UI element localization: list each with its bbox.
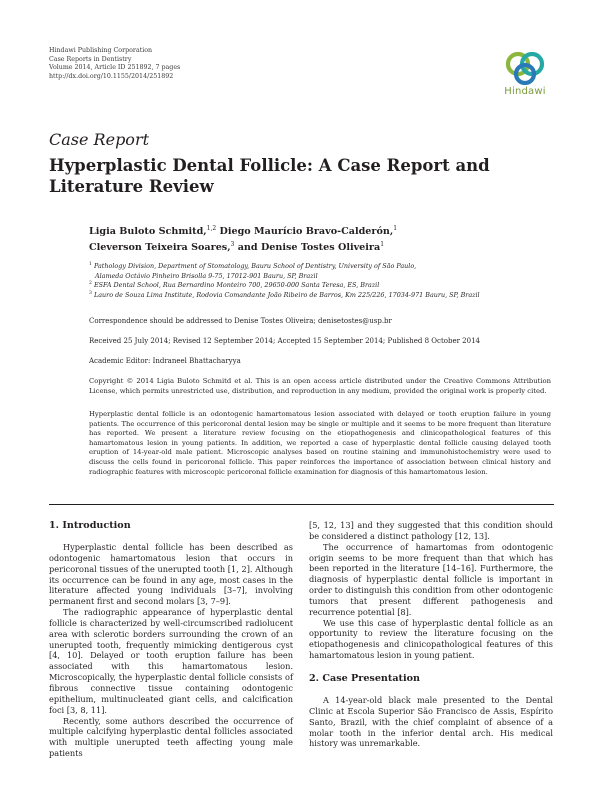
author-line	[89, 224, 519, 240]
affiliation	[89, 281, 529, 291]
correspondence-line: Correspondence should be addressed to Denise Tostes Oliveira; denisetostes@usp.br	[89, 317, 392, 325]
left-column	[49, 520, 293, 759]
volume-line: Volume 2014, Article ID 251892, 7 pages	[49, 64, 181, 72]
paragraph: Recently, some authors described the occurrence of multiple calcifying hyperplastic dental follicles associated with multiple unerupted teeth affecting young male patients	[49, 715, 293, 759]
author-list	[89, 224, 519, 255]
affiliation-number: 3	[89, 290, 92, 296]
academic-editor-line: Academic Editor: Indraneel Bhattacharyya	[89, 357, 241, 365]
author-name[interactable]: Cleverson Teixeira Soares,	[89, 241, 231, 253]
journal-header	[49, 47, 180, 81]
affiliation-text: Pathology Division, Department of Stomatology, Bauru School of Dentistry, University of São Paulo,	[93, 262, 417, 270]
title-line: Hyperplastic Dental Follicle: A Case Report and	[49, 156, 490, 175]
hindawi-logo-icon	[504, 50, 546, 86]
right-column	[309, 520, 553, 749]
hindawi-logo[interactable]	[496, 50, 554, 97]
author-name[interactable]: Diego Maurício Bravo-Calderón,	[216, 226, 394, 237]
affiliations	[89, 262, 529, 300]
publisher-line: Hindawi Publishing Corporation	[49, 47, 153, 54]
affiliation	[89, 291, 529, 301]
copyright-notice: Copyright © 2014 Ligia Buloto Schmitd et al. This is an open access article distributed under the Creative Commons Attribution License, which permits unrestricted use, distribution, and reproduction in any medium, provided the original work is properly cited.	[89, 377, 551, 395]
affiliation-text: ESFA Dental School, Rua Bernardino Monteiro 700, 29650-000 Santa Teresa, ES, Brazil	[93, 281, 380, 290]
author-name[interactable]: Ligia Buloto Schmitd,	[89, 226, 207, 237]
doi-link[interactable]: http://dx.doi.org/10.1155/2014/251892	[49, 72, 174, 80]
journal-name: Case Reports in Dentistry	[49, 55, 132, 63]
affiliation-number: 1	[89, 262, 92, 267]
paragraph: Hyperplastic dental follicle has been described as odontogenic hamartomatous lesion that occurs in pericoronal tissues of the unerupted tooth [1, 2]. Although its occurrence can be found in any age, most cases in the literature affected young individuals [3–7], involving permanent first and second molars [3, 7–9].	[49, 542, 293, 607]
article-type: Case Report	[49, 130, 150, 149]
affiliation-continuation: Alameda Octávio Pinheiro Brisolla 9-75, 17012-901 Bauru, SP, Brazil	[95, 271, 318, 280]
logo-wordmark: Hindawi	[504, 86, 546, 97]
section-heading-case-presentation: 2. Case Presentation	[309, 672, 421, 684]
paragraph: A 14-year-old black male presented to the Dental Clinic at Escola Superior São Francisco de Assis, Espírito Santo, Brazil, with the chief complaint of absence of a molar tooth in the inferior dental arch. His medical history was unremarkable.	[309, 694, 553, 749]
affiliation	[89, 262, 529, 272]
author-affiliation-mark: 1,2	[206, 225, 217, 232]
paragraph: The radiographic appearance of hyperplastic dental follicle is characterized by well-circumscribed radiolucent area with sclerotic borders surrounding the crown of an unerupted tooth, frequently mimicking dentigerous cyst [4, 10]. Delayed or tooth eruption failure has been associated with this hamartomatous lesion. Microscopically, the hyperplastic dental follicle consists of fibrous connective tissue containing odontogenic epithelium, multinucleated giant cells, and calcification foci [3, 8, 11].	[49, 607, 293, 715]
paragraph: The occurrence of hamartomas from odontogenic origin seems to be more frequent than that which has been reported in the literature [14–16]. Furthermore, the diagnosis of hyperplastic dental follicle is important in order to distinguish this condition from other odontogenic tumors that present different pathogenesis and recurrence potential [8].	[309, 541, 553, 617]
dates-line: Received 25 July 2014; Revised 12 September 2014; Accepted 15 September 2014; Published 8 October 2014	[89, 337, 480, 345]
author-affiliation-mark: 1	[393, 225, 398, 232]
section-heading-introduction: 1. Introduction	[49, 520, 131, 531]
author-affiliation-mark: 1	[380, 240, 385, 248]
title-line: Literature Review	[49, 177, 214, 196]
author-affiliation-mark: 3	[230, 240, 235, 248]
affiliation-text: Lauro de Souza Lima Institute, Rodovia Comandante João Ribeiro de Barros, Km 225/226, 17034-971 Bauru, SP, Brazil	[93, 290, 480, 299]
paragraph: We use this case of hyperplastic dental follicle as an opportunity to review the literature focusing on the etiopathogenesis and clinicopathological features of this hamartomatous lesion in young patient.	[309, 617, 553, 661]
abstract: Hyperplastic dental follicle is an odontogenic hamartomatous lesion associated with delayed or tooth eruption failure in young patients. The occurrence of this pericoronal dental lesion may be single or multiple and it seems to be more frequent than literature has reported. We present a literature review focusing on the etiopathogenesis and clinicopathological features of this hamartomatous lesion in young patients. In addition, we reported a case of hyperplastic dental follicle causing delayed tooth eruption of 14-year-old male patient. Microscopic analyses based on routine staining and immunohistochemistry were used to discuss the cells found in pericoronal follicle. This paper reinforces the importance of association between clinical history and radiographic features with microscopic pericoronal follicle examination for diagnosis of this hamartomatous lesion.	[89, 410, 551, 476]
section-divider	[49, 504, 554, 505]
author-line	[89, 240, 519, 256]
paragraph-continuation: [5, 12, 13] and they suggested that this condition should be considered a distinct pathology [12, 13].	[309, 520, 553, 541]
author-name[interactable]: and Denise Tostes Oliveira	[234, 241, 381, 253]
affiliation-number: 2	[89, 281, 92, 287]
article-title	[49, 155, 519, 197]
